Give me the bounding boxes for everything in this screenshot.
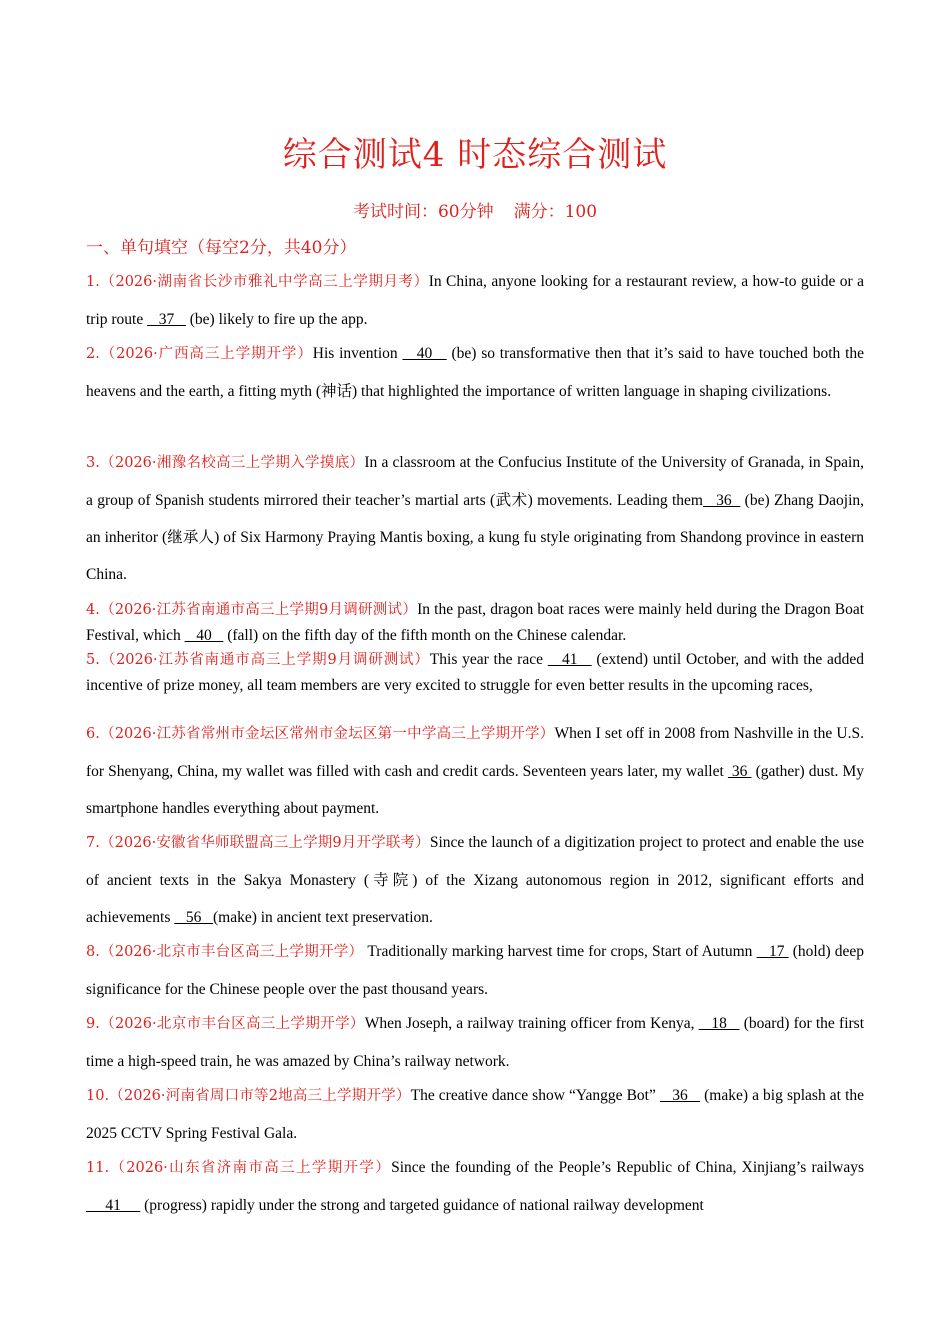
exam-score: 满分：100 — [513, 202, 598, 222]
question-number: 9. — [86, 1016, 100, 1032]
question-8 — [86, 933, 864, 1008]
answer-blank: 18 — [698, 1015, 740, 1032]
question-text-after: (make) in ancient text preservation. — [212, 909, 433, 926]
question-5 — [86, 647, 864, 698]
question-number: 6. — [86, 726, 100, 742]
question-source: （2026·河南省周口市等2地高三上学期开学） — [109, 1088, 411, 1104]
question-source: （2026·湘豫名校高三上学期入学摸底） — [99, 455, 365, 471]
question-text-after: (gather) dust. My smartphone handles everything about payment. — [86, 763, 865, 817]
exam-info — [0, 197, 950, 222]
question-10 — [86, 1077, 864, 1152]
section-heading: 一、单句填空（每空2分，共40分） — [86, 238, 357, 258]
question-6 — [86, 715, 864, 827]
answer-blank: 40 — [184, 627, 224, 644]
question-text-after: (be) likely to fire up the app. — [185, 311, 368, 328]
question-number: 1. — [86, 274, 100, 290]
question-text-before: When I set off in 2008 from Nashville in the U.S. for Shenyang, China, my wallet was filled with cash and credit cards. Seventeen years later, my wallet — [86, 725, 864, 780]
answer-blank: 56 — [174, 909, 213, 926]
question-number: 11. — [86, 1160, 110, 1176]
question-source: （2026·广西高三上学期开学） — [99, 346, 313, 362]
question-9 — [86, 1005, 864, 1080]
question-source: （2026·山东省济南市高三上学期开学） — [109, 1160, 392, 1176]
question-text-before: When Joseph, a railway training officer from Kenya, — [364, 1015, 699, 1032]
answer-blank: 17 — [756, 943, 789, 960]
answer-blank: 40 — [402, 345, 447, 362]
question-number: 2. — [86, 346, 100, 362]
question-text-before: His invention — [312, 345, 403, 362]
question-11 — [86, 1149, 864, 1224]
question-source: （2026·江苏省南通市高三上学期9月调研测试） — [99, 602, 418, 618]
answer-blank: 36 — [727, 763, 752, 780]
question-text-before: Traditionally marking harvest time for crops, Start of Autumn — [363, 943, 757, 960]
question-text-after: (board) for the first time a high-speed train, he was amazed by China’s railway network. — [86, 1015, 864, 1070]
question-source: （2026·北京市丰台区高三上学期开学） — [99, 944, 364, 960]
question-2 — [86, 335, 864, 410]
question-source: （2026·安徽省华师联盟高三上学期9月开学联考） — [99, 835, 430, 851]
question-3 — [86, 444, 864, 593]
question-4 — [86, 597, 864, 648]
question-source: （2026·湖南省长沙市雅礼中学高三上学期月考） — [99, 274, 429, 290]
question-text-before: In China, anyone looking for a restaurant review, a how-to guide or a trip route — [86, 273, 864, 328]
question-source: （2026·北京市丰台区高三上学期开学） — [99, 1016, 365, 1032]
answer-blank: 41 — [86, 1197, 141, 1214]
page-title: 综合测试4 时态综合测试 — [282, 135, 668, 175]
question-text-after: (make) a big splash at the 2025 CCTV Spring Festival Gala. — [86, 1087, 865, 1142]
question-text-after: (progress) rapidly under the strong and targeted guidance of national railway development — [140, 1197, 704, 1214]
answer-blank: 37 — [147, 311, 186, 328]
question-number: 4. — [86, 602, 100, 618]
question-text-before: The creative dance show “Yangge Bot” — [410, 1087, 660, 1104]
question-number: 7. — [86, 835, 100, 851]
question-text-before: In a classroom at the Confucius Institute of the University of Granada, in Spain, a group of Spanish students mirrored their teacher’s martial arts (武术) movements. Leading them — [86, 454, 864, 509]
exam-time: 考试时间：60分钟 — [352, 202, 494, 222]
answer-blank: 36 — [659, 1087, 701, 1104]
question-text-after: (be) so transformative then that it’s said to have touched both the heavens and the earth, a fitting myth (神话) that highlighted the importance of written language in shaping civilizations. — [86, 345, 865, 400]
question-text-before: This year the race — [429, 651, 548, 668]
question-1 — [86, 263, 864, 338]
question-text-before: Since the launch of a digitization project to protect and enable the use of ancient texts in the Sakya Monastery (寺院) of the Xizang autonomous region in 2012, significant efforts and achievements — [86, 834, 865, 926]
question-text-before: In the past, dragon boat races were mainly held during the Dragon Boat Festival, which — [86, 601, 865, 644]
question-number: 8. — [86, 944, 100, 960]
question-text-after: (extend) until October, and with the added incentive of prize money, all team members are very excited to struggle for even better results in the upcoming races, — [86, 651, 864, 694]
question-source: （2026·江苏省常州市金坛区常州市金坛区第一中学高三上学期开学） — [99, 726, 555, 742]
question-text-after: (fall) on the fifth day of the fifth month on the Chinese calendar. — [223, 627, 627, 644]
question-text-before: Since the founding of the People’s Republic of China, Xinjiang’s railways — [391, 1159, 865, 1176]
question-number: 10. — [86, 1088, 110, 1104]
question-number: 5. — [86, 652, 100, 668]
question-source: （2026·江苏省南通市高三上学期9月调研测试） — [99, 652, 430, 668]
answer-blank: 36 — [703, 492, 741, 509]
answer-blank: 41 — [547, 651, 592, 668]
question-7 — [86, 824, 864, 936]
question-text-after: (hold) deep significance for the Chinese people over the past thousand years. — [86, 943, 864, 998]
question-number: 3. — [86, 455, 100, 471]
question-text-after: (be) Zhang Daojin, an inheritor (继承人) of Six Harmony Praying Mantis boxing, a kung fu style originating from Shandong province in eastern China. — [86, 492, 865, 583]
